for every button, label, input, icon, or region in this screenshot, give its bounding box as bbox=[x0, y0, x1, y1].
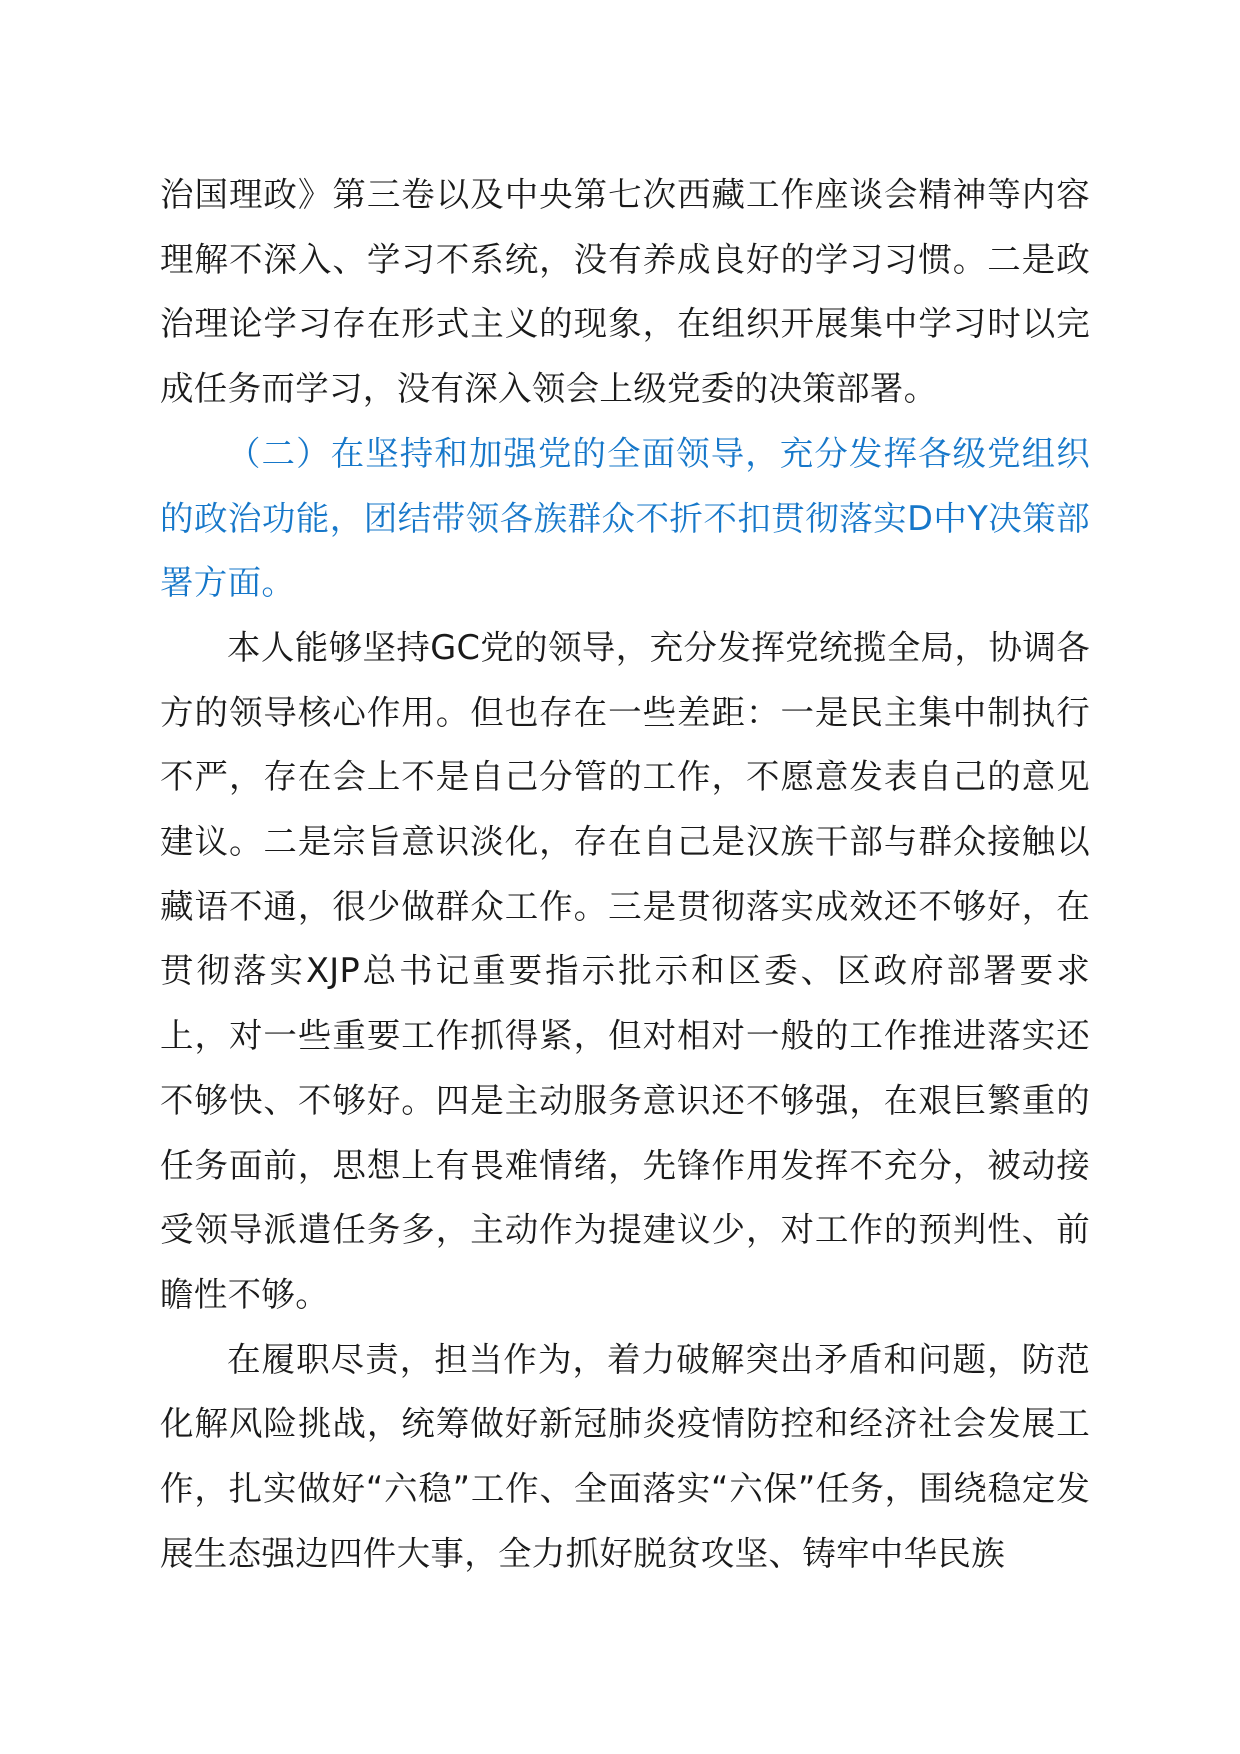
paragraph-duty-performance: 在履职尽责，担当作为，着力破解突出矛盾和问题，防范化解风险挑战，统筹做好新冠肺炎疫情防控和经济社会发展工作，扎实做好“六稳”工作、全面落实“六保”任务，围绕稳定发展生态强边四件大事，全力抓好脱贫攻坚、铸牢中华民族 bbox=[160, 1339, 1090, 1573]
section-heading-party-leadership: （二）在坚持和加强党的全面领导，充分发挥各级党组织的政治功能，团结带领各族群众不折不扣贯彻落实D中Y决策部署方面。 bbox=[160, 433, 1090, 603]
paragraph-study-shortcomings: 治国理政》第三卷以及中央第七次西藏工作座谈会精神等内容理解不深入、学习不系统，没有养成良好的学习习惯。二是政治理论学习存在形式主义的现象，在组织开展集中学习时以完成任务而学习，没有深入领会上级党委的决策部署。 bbox=[160, 175, 1090, 409]
document-body bbox=[160, 163, 1090, 1586]
paragraph-leadership-gaps: 本人能够坚持GC党的领导，充分发挥党统揽全局，协调各方的领导核心作用。但也存在一些差距：一是民主集中制执行不严，存在会上不是自己分管的工作，不愿意发表自己的意见建议。二是宗旨意识淡化，存在自己是汉族干部与群众接触以藏语不通，很少做群众工作。三是贯彻落实成效还不够好，在贯彻落实XJP总书记重要指示批示和区委、区政府部署要求上，对一些重要工作抓得紧，但对相对一般的工作推进落实还不够快、不够好。四是主动服务意识还不够强，在艰巨繁重的任务面前，思想上有畏难情绪，先锋作用发挥不充分，被动接受领导派遣任务多，主动作为提建议少，对工作的预判性、前瞻性不够。 bbox=[160, 627, 1090, 1314]
